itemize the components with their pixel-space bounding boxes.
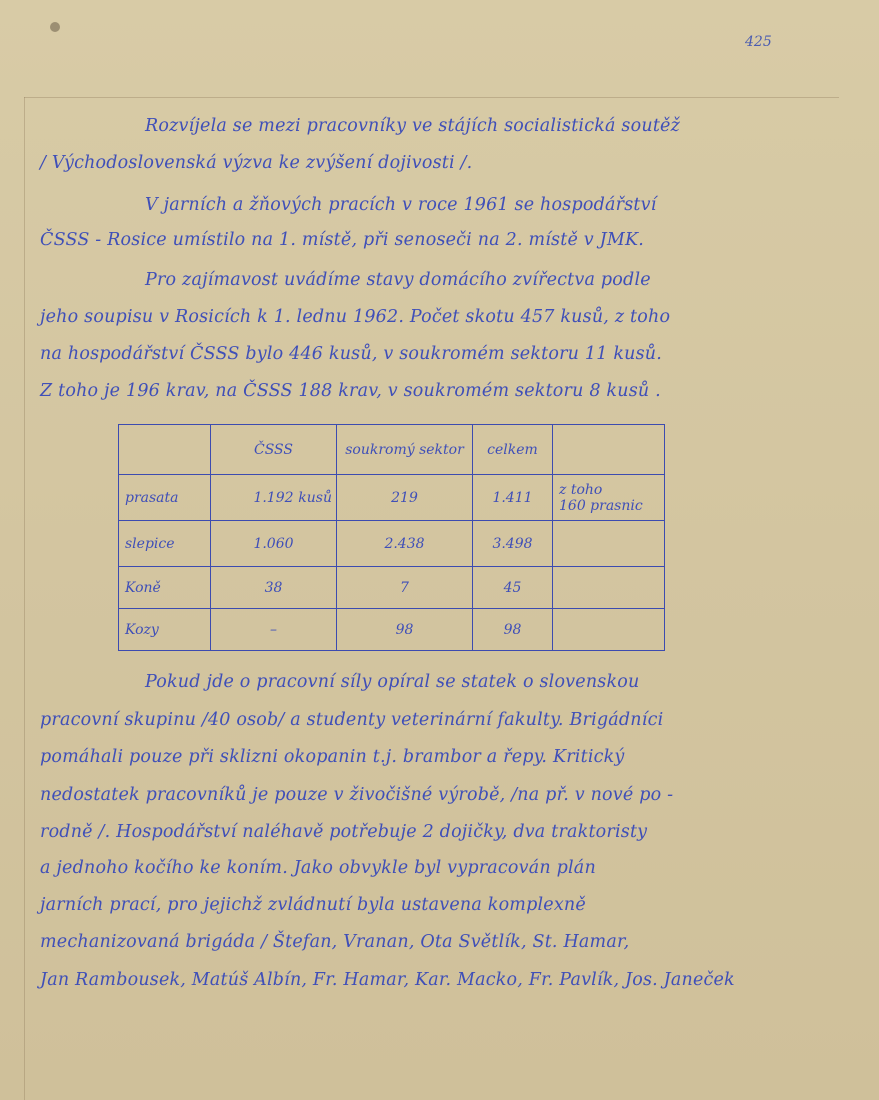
table-row	[119, 609, 665, 651]
note-cell	[553, 609, 665, 651]
csss-number: 1.192	[253, 489, 294, 506]
row-label: Kozy	[119, 609, 211, 651]
page-number: 425	[745, 34, 772, 50]
private-value: 98	[337, 609, 473, 651]
row-label: Koně	[119, 567, 211, 609]
table-header-cell: soukromý sektor	[337, 425, 473, 475]
text-line: pracovní skupinu /40 osob/ a studenty veterinární fakulty. Brigádníci	[40, 710, 664, 730]
note-cell	[553, 475, 665, 521]
text-line: Jan Rambousek, Matúš Albín, Fr. Hamar, Kar. Macko, Fr. Pavlík, Jos. Janeček	[40, 970, 735, 990]
page-margin-top-rule	[24, 97, 839, 98]
table-row	[119, 521, 665, 567]
text-line: ČSSS - Rosice umístilo na 1. místě, při senoseči na 2. místě v JMK.	[40, 230, 645, 250]
text-line: mechanizovaná brigáda / Štefan, Vranan, Ota Světlík, St. Hamar,	[40, 932, 630, 952]
csss-value	[211, 475, 337, 521]
text-line: a jednoho kočího ke koním. Jako obvykle byl vypracován plán	[40, 858, 596, 878]
text-line: jeho soupisu v Rosicích k 1. lednu 1962. Počet skotu 457 kusů, z toho	[40, 307, 671, 327]
note-cell	[553, 521, 665, 567]
text-line: rodně /. Hospodářství naléhavě potřebuje 2 dojičky, dva traktoristy	[40, 822, 648, 842]
table-row	[119, 567, 665, 609]
private-value: 2.438	[337, 521, 473, 567]
total-value: 3.498	[473, 521, 553, 567]
page-margin-left-rule	[24, 97, 25, 1100]
text-line: Z toho je 196 krav, na ČSSS 188 krav, v soukromém sektoru 8 kusů .	[40, 381, 661, 401]
row-label: prasata	[119, 475, 211, 521]
total-value: 98	[473, 609, 553, 651]
total-value: 45	[473, 567, 553, 609]
text-line: V jarních a žňových pracích v roce 1961 se hospodářství	[145, 195, 657, 215]
text-line: / Východoslovenská výzva ke zvýšení dojivosti /.	[40, 153, 473, 173]
text-line: Pokud jde o pracovní síly opíral se statek o slovenskou	[145, 672, 640, 692]
table-header-cell	[553, 425, 665, 475]
table-header-cell: celkem	[473, 425, 553, 475]
csss-value: 1.060	[211, 521, 337, 567]
private-value: 7	[337, 567, 473, 609]
csss-value: –	[211, 609, 337, 651]
text-line: jarních prací, pro jejichž zvládnutí byla ustavena komplexně	[40, 895, 586, 915]
note-line: 160 prasnic	[559, 497, 643, 514]
text-line: pomáhali pouze při sklizni okopanin t.j. brambor a řepy. Kritický	[40, 747, 625, 767]
note-cell	[553, 567, 665, 609]
text-line: Rozvíjela se mezi pracovníky ve stájích socialistická soutěž	[145, 116, 681, 136]
row-label: slepice	[119, 521, 211, 567]
table-header-cell	[119, 425, 211, 475]
csss-value: 38	[211, 567, 337, 609]
table-header-cell: ČSSS	[211, 425, 337, 475]
text-line: na hospodářství ČSSS bylo 446 kusů, v soukromém sektoru 11 kusů.	[40, 344, 663, 364]
note-line: z toho	[559, 481, 603, 498]
total-value: 1.411	[473, 475, 553, 521]
table-header-row	[119, 425, 665, 475]
punch-hole	[50, 22, 60, 32]
table-row	[119, 475, 665, 521]
text-line: nedostatek pracovníků je pouze v živočišné výrobě, /na př. v nové po -	[40, 785, 674, 805]
private-value: 219	[337, 475, 473, 521]
livestock-table	[118, 424, 665, 651]
unit-label: kusů	[298, 489, 332, 506]
text-line: Pro zajímavost uvádíme stavy domácího zvířectva podle	[145, 270, 651, 290]
